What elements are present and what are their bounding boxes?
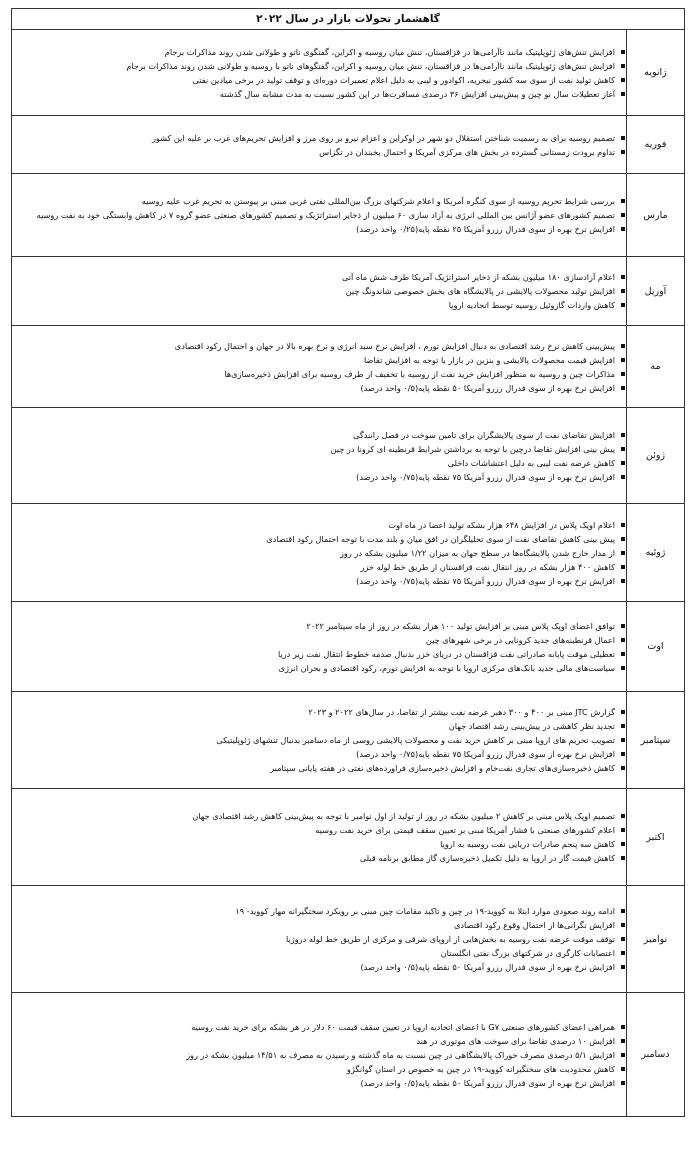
event-item: کاهش سه پنجم صادرات دریایی نفت روسیه به اروپا — [12, 837, 626, 851]
event-item: تداوم برودت زمستانی گسترده در بخش های مرکزی آمریکا و احتمال یخبندان در تگزاس — [12, 145, 626, 159]
event-item: از مدار خارج شدن پالایشگاه‌ها در سطح جهان به میزان ۱/۲۲ میلیون بشکه در روز — [12, 546, 626, 560]
event-list — [12, 270, 626, 312]
month-row — [12, 257, 685, 326]
event-item: کاهش قیمت گاز در اروپا به دلیل تکمیل ذخیره‌سازی گاز مطابق برنامه قبلی — [12, 851, 626, 865]
event-list — [12, 518, 626, 588]
event-item: افزایش نرخ بهره از سوی فدرال رزرو آمریکا ۵۰ نقطه پایه(۰/۵ واحد درصد) — [12, 1076, 626, 1090]
event-list — [12, 619, 626, 675]
event-item: افزایش نرخ بهره از سوی فدرال رزرو آمریکا ۷۵ نقطه پایه(۰/۷۵ واحد درصد) — [12, 574, 626, 588]
event-item: کاهش محدودیت های سختگیرانه کووید-۱۹ در چین به خصوص در استان گوانگژو — [12, 1062, 626, 1076]
month-name: فوریه — [627, 116, 685, 174]
event-list — [12, 339, 626, 395]
month-row — [12, 504, 685, 602]
table-title: گاهشمار تحولات بازار در سال ۲۰۲۲ — [12, 9, 685, 30]
event-item: تعطیلی موقت پایانه صادراتی نفت قزاقستان در دریای خزر بدنبال صدمه خطوط انتقال نفت زیر دریا — [12, 647, 626, 661]
event-item: اعلام آزادسازی ۱۸۰ میلیون بشکه از ذخایر استراتژیک آمریکا طرف شش ماه آتی — [12, 270, 626, 284]
event-item: بررسی شرایط تحریم روسیه از سوی کنگره آمریکا و اعلام شرکتهای بزرگ بین‌المللی نفتی غربی مبنی بر پیوستن به تحریم غرب علیه روسیه — [12, 194, 626, 208]
month-row — [12, 886, 685, 993]
event-list — [12, 194, 626, 236]
event-item: اعتصابات کارگری در شرکتهای بزرگ نفتی انگلستان — [12, 946, 626, 960]
month-events — [12, 257, 627, 326]
month-row — [12, 326, 685, 408]
event-item: افزایش نگرانی‌ها از احتمال وقوع رکود اقتصادی — [12, 918, 626, 932]
month-events — [12, 408, 627, 504]
event-item: افزایش ۱۰ درصدی تقاضا برای سوخت های موتوری در هند — [12, 1034, 626, 1048]
event-item: افزایش نرخ بهره از سوی فدرال رزرو آمریکا ۲۵ نقطه پایه(۰/۲۵ واحد درصد) — [12, 222, 626, 236]
month-row — [12, 116, 685, 174]
event-item: افزایش تنش‌های ژئوپلیتیک مانند ناآرامی‌ها در قزاقستان، تنش میان روسیه و اکراین، گفتگوی ناتو و طولانی شدن روند مذاکرات برجام — [12, 45, 626, 59]
event-item: افزایش تولید محصولات پالایشی در پالایشگاه های بخش خصوصی شاندونگ چین — [12, 284, 626, 298]
event-item: آغاز تعطیلات سال نو چین و پیش‌بینی افزایش ۳۶ درصدی مسافرت‌ها در این کشور نسبت به مدت مشابه سال گذشته — [12, 87, 626, 101]
month-events — [12, 326, 627, 408]
month-row — [12, 993, 685, 1117]
month-events — [12, 602, 627, 692]
event-item: تصمیم اوپک پلاس مبنی بر کاهش ۲ میلیون بشکه در روز از تولید از اول نوامبر با توجه به پیش‌بینی کاهش رشد اقتصادی جهان — [12, 809, 626, 823]
month-name: اوت — [627, 602, 685, 692]
month-name: اکتبر — [627, 789, 685, 886]
title-row — [12, 9, 685, 30]
month-name: دسامبر — [627, 993, 685, 1117]
event-item: ادامه روند صعودی موارد ابتلا به کووید-۱۹ در چین و تاکید مقامات چین مبنی بر رویکرد سختگیرانه مهار کووید- ۱۹ — [12, 904, 626, 918]
month-events — [12, 692, 627, 789]
month-row — [12, 30, 685, 116]
month-name: نوامبر — [627, 886, 685, 993]
month-row — [12, 174, 685, 257]
event-item: پیش بینی کاهش تقاضای نفت از سوی تحلیلگران در افق میان و بلند مدت با توجه احتمال رکود اقتصادی — [12, 532, 626, 546]
month-name: مه — [627, 326, 685, 408]
month-events — [12, 789, 627, 886]
event-item: تصمیم کشورهای عضو آژانس بین المللی انرژی به آزاد سازی ۶۰ میلیون از ذخایر استراتژیک و تصمیم کشورهای صنعتی عضو گروه ۷ در کاهش وابستگی خود به نفت روسیه — [12, 208, 626, 222]
event-list — [12, 705, 626, 775]
event-item: افزایش ۵/۱ درصدی مصرف خوراک پالایشگاهی در چین نسبت به ماه گذشته و رسیدن به مصرف به ۱۴/۵۱ میلیون بشکه در روز — [12, 1048, 626, 1062]
month-name: ژوئن — [627, 408, 685, 504]
event-item: اعلام کشورهای صنعتی با فشار آمریکا مبنی بر تعیین سقف قیمتی برای خرید نفت روسیه — [12, 823, 626, 837]
event-item: سیاست‌های مالی جدید بانک‌های مرکزی اروپا با توجه به افزایش تورم، رکود اقتصادی و بحران انرژی — [12, 661, 626, 675]
event-item: کاهش عرضه نفت لیبی به دلیل اعتشاشات داخلی — [12, 456, 626, 470]
month-row — [12, 789, 685, 886]
event-list — [12, 131, 626, 159]
event-item: اعلام اوپک پلاس در افزایش ۶۴۸ هزار بشکه تولید اعضا در ماه اوت — [12, 518, 626, 532]
event-item: اعمال قرنطینه‌های جدید کرونایی در برخی شهرهای چین — [12, 633, 626, 647]
event-item: کاهش تولید نفت از سوی سه کشور نیجریه، اکوادور و لیبی به دلیل اعلام تعمیرات دوره‌ای و توقف تولید در برخی میادین نفتی — [12, 73, 626, 87]
market-timeline-table — [11, 8, 685, 1117]
event-item: افزایش تقاضای نفت از سوی پالایشگران برای تامین سوخت در فصل رانندگی — [12, 428, 626, 442]
event-item: تجدید نظر کاهشی در پیش‌بینی رشد اقتصاد جهان — [12, 719, 626, 733]
event-list — [12, 45, 626, 101]
month-events — [12, 504, 627, 602]
event-list — [12, 428, 626, 484]
event-list — [12, 809, 626, 865]
month-events — [12, 30, 627, 116]
month-name: ژانویه — [627, 30, 685, 116]
month-row — [12, 408, 685, 504]
event-item: تصمیم روسیه برای به رسمیت شناختن استقلال دو شهر در اوکراین و اعزام نیرو بر روی مرز و افزایش تحریم‌های غرب بر علیه این کشور — [12, 131, 626, 145]
month-events — [12, 993, 627, 1117]
event-item: گزارش JTC مبنی بر ۴۰۰ و ۳۰۰ دهبر عرضه نفت بیشتر از تقاضا، در سال‌های ۲۰۲۲ و ۲۰۲۳ — [12, 705, 626, 719]
event-item: کاهش ۴۰۰ هزار بشکه در روز انتقال نفت قزاقستان از طریق خط لوله خزر — [12, 560, 626, 574]
event-item: کاهش واردات گازوئیل روسیه توسط اتحادیه اروپا — [12, 298, 626, 312]
event-list — [12, 1020, 626, 1090]
month-events — [12, 174, 627, 257]
month-name: آوریل — [627, 257, 685, 326]
event-item: توافق اعضای اوپک پلاس مبنی بر افزایش تولید ۱۰۰ هزار بشکه در روز از ماه سپتامبر ۲۰۲۲ — [12, 619, 626, 633]
event-item: افزایش تنش‌های ژئوپلیتیک مانند ناآرامی‌ها در قزاقستان، تنش میان روسیه و اکراین، گفتگوهای ناتو با روسیه و طولانی شدن روند مذاکرات برجام — [12, 59, 626, 73]
event-item: پیش بینی افزایش تقاضا درچین با توجه به برداشتن شرایط قرنطینه ای کرونا در چین — [12, 442, 626, 456]
month-name: ژوئیه — [627, 504, 685, 602]
event-item: افزایش نرخ بهره از سوی فدرال رزرو آمریکا ۵۰ نقطه پایه(۰/۵ واحد درصد) — [12, 960, 626, 974]
event-item: پیش‌بینی کاهش نرخ رشد اقتصادی به دنبال افزایش تورم ، افزایش نرخ سبد انرژی و نرخ بهره بالا در جهان و احتمال رکود اقتصادی — [12, 339, 626, 353]
event-item: افزایش قیمت محصولات پالایشی و بنزین در بازار با توجه به افزایش تقاضا — [12, 353, 626, 367]
event-item: افزایش نرخ بهره از سوی فدرال رزرو آمریکا ۷۵ نقطه پایه(۰/۷۵ واحد درصد) — [12, 470, 626, 484]
event-item: افزایش نرخ بهره از سوی فدرال رزرو آمریکا ۷۵ نقطه پایه(۰/۷۵ واحد درصد) — [12, 747, 626, 761]
month-name: سپتامبر — [627, 692, 685, 789]
event-item: مذاکرات چین و روسیه به منظور افزایش خرید نفت از روسیه با تخفیف از طرف روسیه برای افزایش ذخیره‌سازی‌ها — [12, 367, 626, 381]
market-timeline-document — [11, 8, 684, 1117]
month-row — [12, 602, 685, 692]
event-item: افزایش نرخ بهره از سوی فدرال رزرو آمریکا ۵۰ نقطه پایه(۰/۵ واحد درصد) — [12, 381, 626, 395]
event-item: کاهش ذخیره‌سازی‌های تجاری نفت‌خام و افزایش ذخیره‌سازی فراورده‌های نفتی در هفته پایانی سپتامبر — [12, 761, 626, 775]
event-item: توقف موقت عرضه نفت روسیه به بخش‌هایی از اروپای شرقی و مرکزی از طریق خط لوله دروژبا — [12, 932, 626, 946]
event-item: تصویب تحریم های اروپا مبنی بر کاهش خرید نفت و محصولات پالایشی روسی از ماه دسامبر بدنبال تنشهای ژئوپلیتیکی — [12, 733, 626, 747]
month-events — [12, 116, 627, 174]
event-item: همراهی اعضای کشورهای صنعتی G۷ با اعضای اتحادیه اروپا در تعیین سقف قیمت ۶۰ دلار در هر بشکه برای خرید نفت روسیه — [12, 1020, 626, 1034]
event-list — [12, 904, 626, 974]
timeline-body — [12, 30, 685, 1117]
month-row — [12, 692, 685, 789]
month-name: مارس — [627, 174, 685, 257]
month-events — [12, 886, 627, 993]
